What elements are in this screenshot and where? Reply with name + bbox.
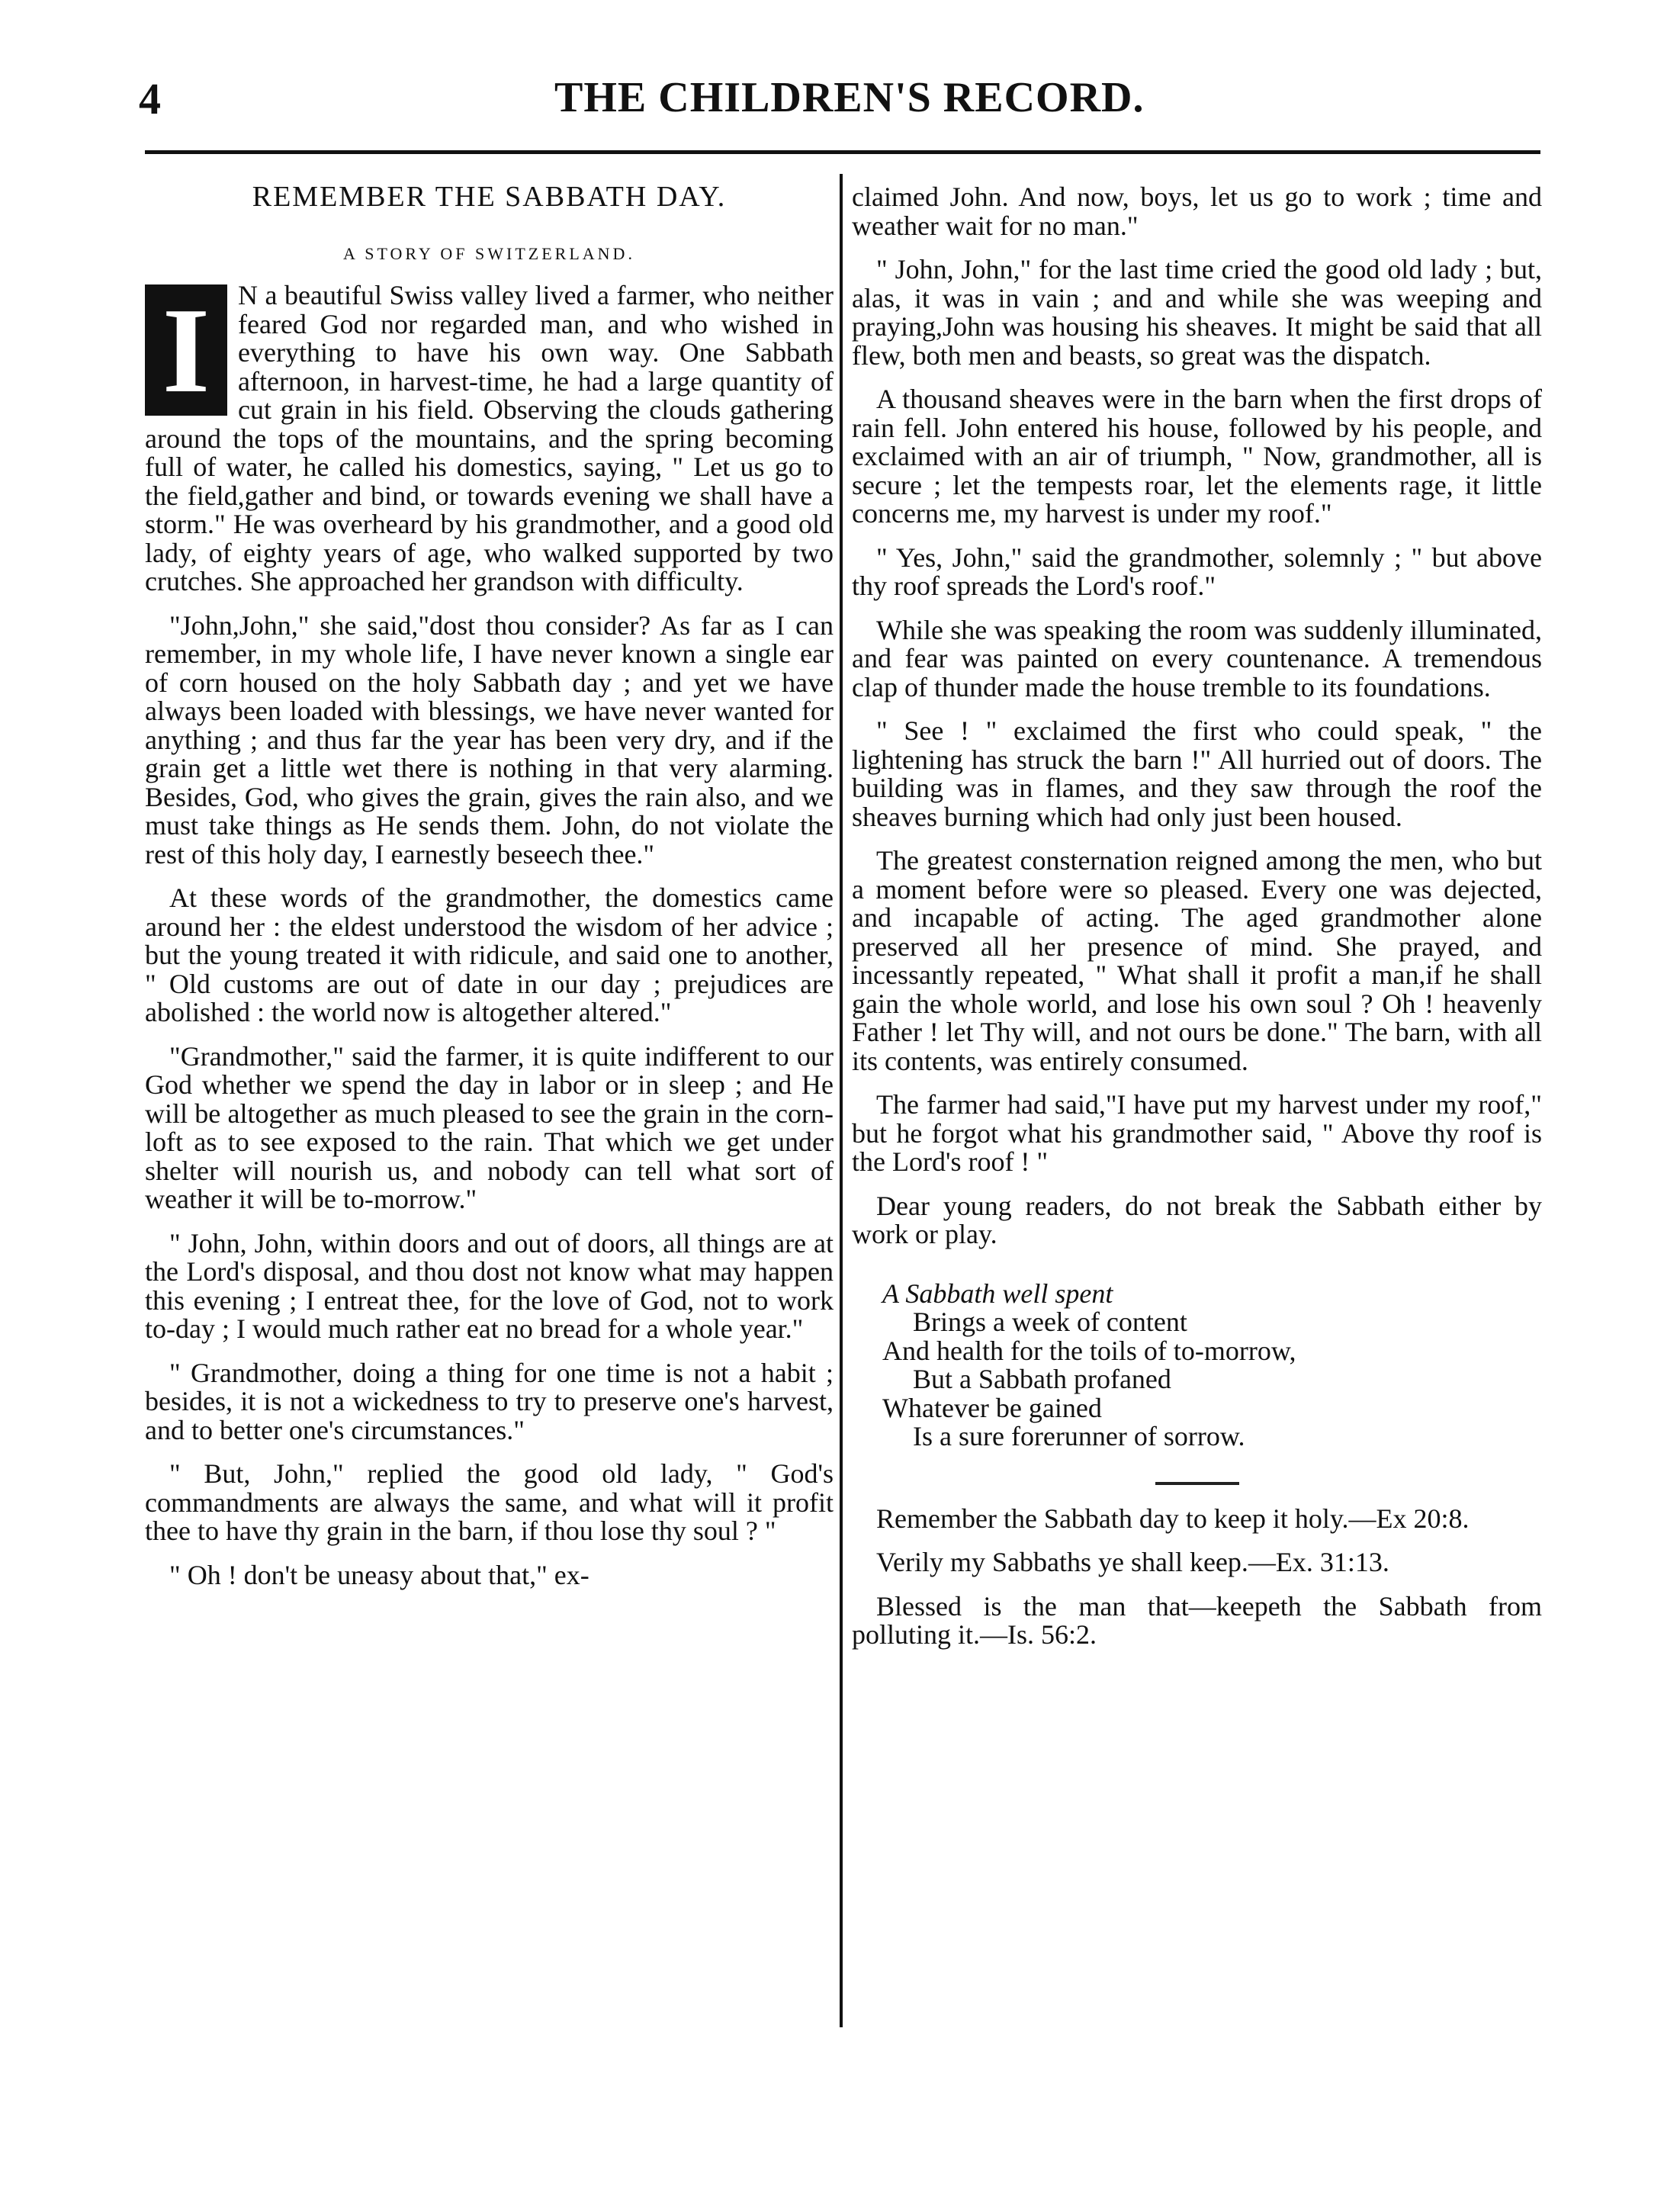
paragraph: The farmer had said,"I have put my harvest under my roof," but he forgot what his grandmother said, " Above thy roof is the Lord's roof ! " bbox=[852, 1089, 1542, 1177]
scripture-verse: Remember the Sabbath day to keep it holy.—Ex 20:8. bbox=[876, 1503, 1470, 1534]
poem-line: Whatever be gained bbox=[882, 1392, 1102, 1423]
journal-title: THE CHILDREN'S RECORD. bbox=[554, 74, 1145, 121]
poem-line: And health for the toils of to-morrow, bbox=[882, 1335, 1296, 1366]
paragraph: " John, John," for the last time cried the good old lady ; but, alas, it was in vain ; and and while she was weeping and praying,John was housing his sheaves. It might be said that all flew, both men and beasts, so great was the dispatch. bbox=[852, 254, 1542, 371]
poem-line: But a Sabbath profaned bbox=[913, 1364, 1171, 1394]
paragraph: At these words of the grandmother, the domestics came around her : the eldest understood the wisdom of her advice ; but the young treated it with ridicule, and said one to another, " Old customs are out of date in our day ; prejudices are abolished : the world now is altogether altered." bbox=[145, 882, 834, 1027]
paragraph: " But, John," replied the good old lady, " God's commandments are always the same, and what will it profit thee to have thy grain in the barn, if thou lose thy soul ? " bbox=[145, 1458, 834, 1546]
paragraph: " John, John, within doors and out of doors, all things are at the Lord's disposal, and thou dost not know what may happen this evening ; I entreat thee, for the love of God, not to work to-day ; I would much rather eat no bread for a whole year." bbox=[145, 1227, 834, 1344]
poem-line: A Sabbath well spent bbox=[882, 1278, 1113, 1309]
paragraph: " Grandmother, doing a thing for one time is not a habit ; besides, it is not a wickedness to try to preserve one's harvest, and to better one's circumstances." bbox=[145, 1357, 834, 1445]
paragraph: While she was speaking the room was suddenly illuminated, and fear was painted on every countenance. A tremendous clap of thunder made the house tremble to its foundations. bbox=[852, 614, 1542, 702]
page-header bbox=[139, 73, 1542, 134]
poem-line: Brings a week of content bbox=[913, 1307, 1187, 1337]
poem bbox=[882, 1280, 1542, 1451]
column-divider bbox=[840, 174, 843, 2027]
paragraph bbox=[145, 281, 834, 596]
scripture-verse: Blessed is the man that—keepeth the Sabbath from polluting it.—Is. 56:2. bbox=[852, 1590, 1542, 1650]
scripture-verse: Verily my Sabbaths ye shall keep.—Ex. 31:13. bbox=[876, 1547, 1389, 1577]
header-rule bbox=[145, 150, 1540, 154]
drop-cap: I bbox=[145, 284, 227, 416]
paragraph: " Oh ! don't be uneasy about that," ex- bbox=[169, 1559, 589, 1590]
paragraph: " Yes, John," said the grandmother, solemnly ; " but above thy roof spreads the Lord's roof." bbox=[852, 542, 1542, 601]
paragraph: "John,John," she said,"dost thou consider? As far as I can remember, in my whole life, I have never known a single ear of corn housed on the holy Sabbath day ; and yet we have always been loaded with blessings, we have never wanted for anything ; and thus far the year has been very dry, and if the grain get a little wet there is nothing in that very alarming. Besides, God, who gives the grain, gives the rain also, and we must take things as He sends them. John, do not violate the rest of this holy day, I earnestly beseech thee." bbox=[145, 609, 834, 869]
left-column bbox=[145, 183, 834, 1605]
article-title: REMEMBER THE SABBATH DAY. bbox=[252, 181, 727, 213]
paragraph: A thousand sheaves were in the barn when the first drops of rain fell. John entered his house, followed by his people, and exclaimed with an air of triumph, " Now, grandmother, all is secure ; let the tempests roar, let the elements rage, it little concerns me, my harvest is under my roof." bbox=[852, 384, 1542, 529]
paragraph-text: N a beautiful Swiss valley lived a farmer, who neither feared God nor regarded man, and who wished in everything to have his own way. One Sabbath afternoon, in harvest-time, he had a large quantity of cut grain in his field. Observing the clouds gathering around the tops of the mountains, and the spring becoming full of water, he called his domestics, saying, " Let us go to the field,gather and bind, or towards evening we shall have a storm." He was overheard by his grandmother, and a good old lady, of eighty years of age, who walked supported by two crutches. She approached her grandson with difficulty. bbox=[145, 280, 834, 596]
paragraph: "Grandmother," said the farmer, it is quite indifferent to our God whether we spend the day in labor or in sleep ; and He will be altogether as much pleased to see the grain in the corn-loft as to see exposed to the rain. That which we get under shelter will nourish us, and nobody can tell what sort of weather it will be to-morrow." bbox=[145, 1040, 834, 1214]
article-subtitle: A STORY OF SWITZERLAND. bbox=[343, 243, 635, 263]
poem-line: Is a sure forerunner of sorrow. bbox=[913, 1421, 1245, 1451]
paragraph: claimed John. And now, boys, let us go to work ; time and weather wait for no man." bbox=[852, 182, 1542, 241]
paragraph: The greatest consternation reigned among the men, who but a moment before were so pleased. Every one was dejected, and incapable of acting. The aged grandmother alone preserved all her presence of mind. She prayed, and incessantly repeated, " What shall it profit a man,if he shall gain the whole world, and lose his own soul ? Oh ! heavenly Father ! let Thy will, and not ours be done." The barn, with all its contents, was entirely consumed. bbox=[852, 845, 1542, 1076]
paragraph: " See ! " exclaimed the first who could speak, " the lightening has struck the barn !" All hurried out of doors. The building was in flames, and they saw through the roof the sheaves burning which had only just been housed. bbox=[852, 715, 1542, 832]
section-divider bbox=[1155, 1482, 1239, 1485]
page-number: 4 bbox=[139, 74, 161, 124]
paragraph: Dear young readers, do not break the Sabbath either by work or play. bbox=[852, 1190, 1542, 1249]
right-column bbox=[852, 183, 1542, 1665]
